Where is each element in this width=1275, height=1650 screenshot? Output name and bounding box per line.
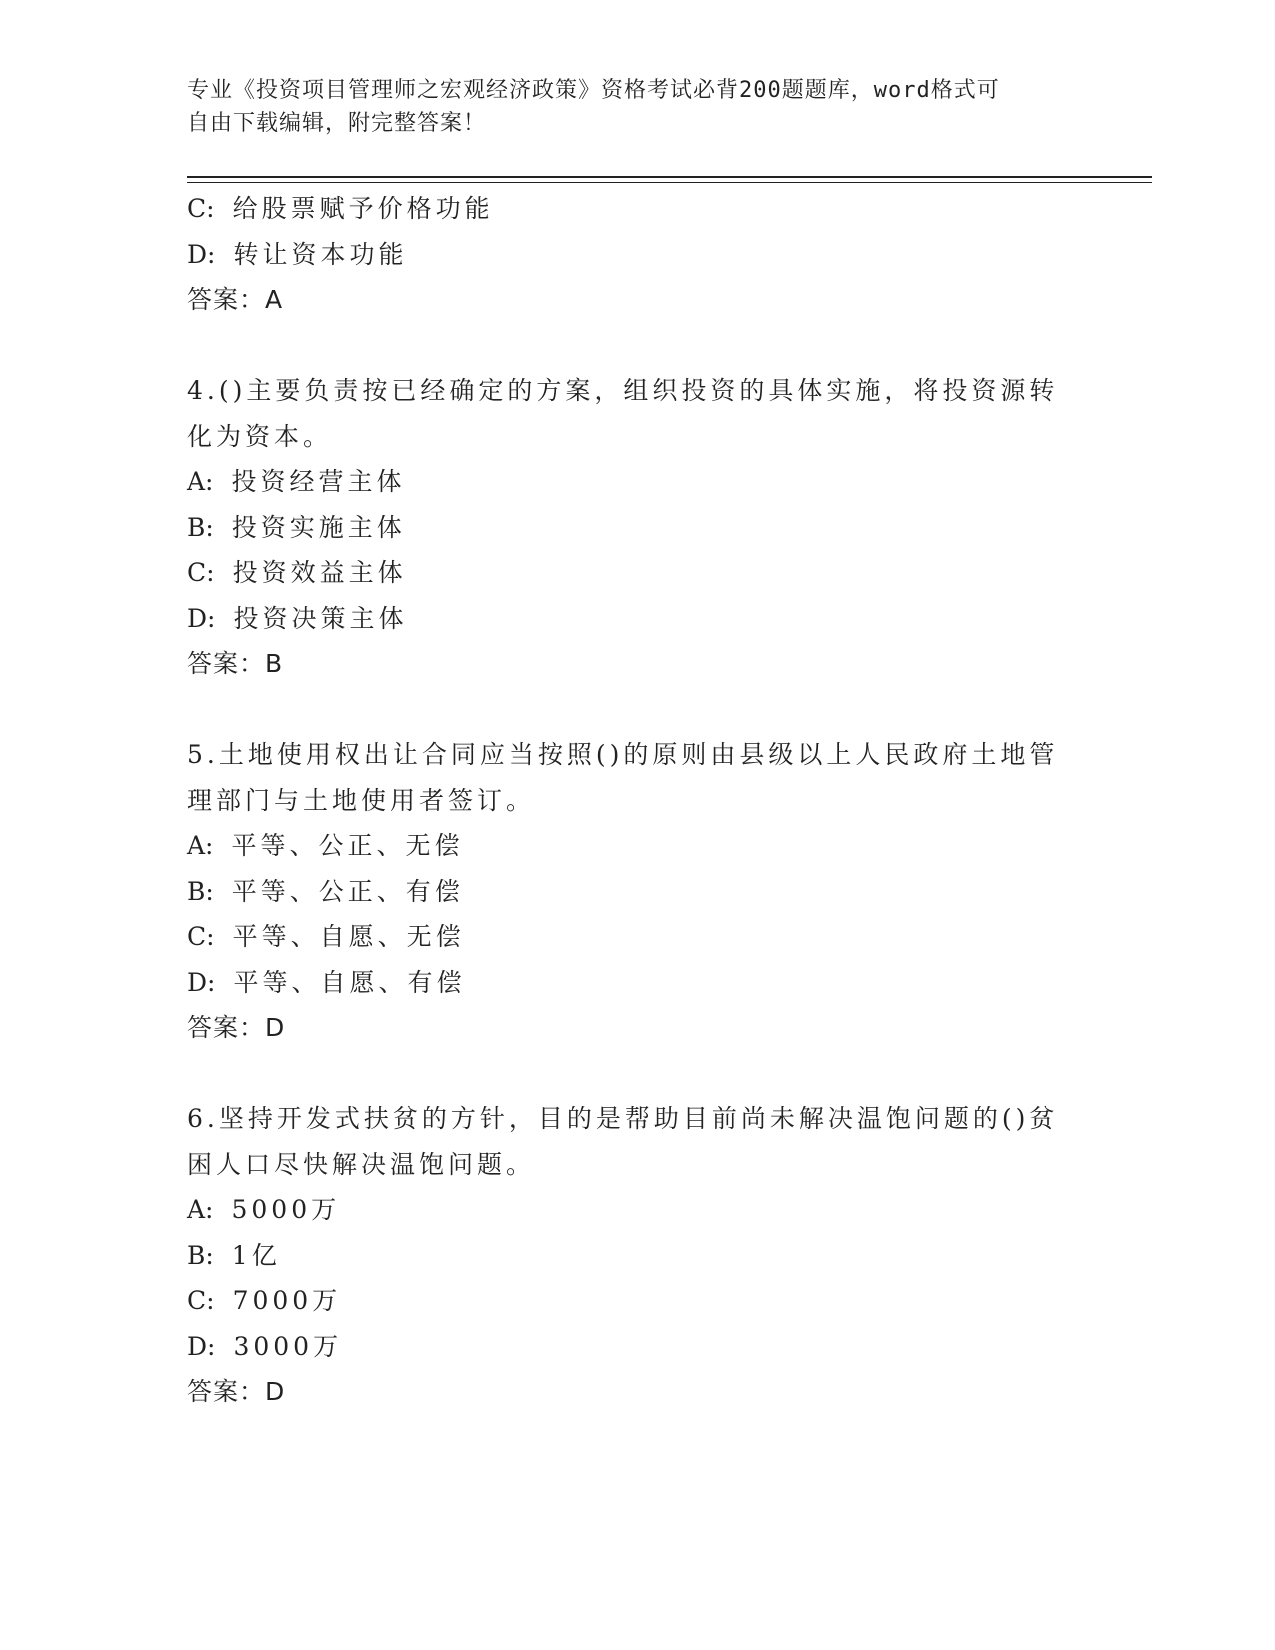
option-text: 投资效益主体 bbox=[232, 558, 407, 587]
option-c bbox=[187, 1278, 1087, 1324]
question-stem-line-2: 困人口尽快解决温饱问题。 bbox=[187, 1149, 536, 1179]
option-key: B: bbox=[187, 512, 214, 542]
spacer bbox=[187, 323, 1087, 369]
option-key: D: bbox=[187, 239, 216, 269]
header-title-line-1: 专业《投资项目管理师之宏观经济政策》资格考试必背200题题库，word格式可 bbox=[187, 78, 1000, 103]
question-list bbox=[187, 186, 1087, 1415]
header-divider-thick bbox=[187, 176, 1152, 178]
option-text: 平等、自愿、有偿 bbox=[233, 967, 466, 997]
option-key: B: bbox=[187, 1240, 214, 1270]
option-text: 转让资本功能 bbox=[233, 239, 408, 269]
header-divider-thin bbox=[187, 182, 1152, 183]
option-d bbox=[187, 596, 1087, 642]
option-text: 平等、公正、有偿 bbox=[231, 876, 464, 906]
option-text: 7000万 bbox=[232, 1286, 342, 1315]
question-3-continued bbox=[187, 186, 1087, 323]
spacer bbox=[187, 1051, 1087, 1097]
option-key: D: bbox=[187, 1331, 216, 1361]
option-key: C: bbox=[187, 922, 215, 951]
option-text: 投资决策主体 bbox=[233, 603, 408, 633]
question-4 bbox=[187, 368, 1087, 687]
option-key: D: bbox=[187, 967, 216, 997]
question-stem-line-1: 6.坚持开发式扶贫的方针，目的是帮助目前尚未解决温饱问题的()贫 bbox=[187, 1104, 1059, 1133]
option-text: 5000万 bbox=[231, 1195, 341, 1224]
option-b bbox=[187, 869, 1087, 915]
option-a bbox=[187, 1187, 1087, 1233]
question-stem-line-1: 5.土地使用权出让合同应当按照()的原则由县级以上人民政府土地管 bbox=[187, 740, 1059, 769]
option-b bbox=[187, 505, 1087, 551]
answer-line: 答案：B bbox=[187, 649, 284, 678]
option-key: B: bbox=[187, 876, 214, 906]
option-key: C: bbox=[187, 1286, 215, 1315]
question-5 bbox=[187, 732, 1087, 1051]
option-c bbox=[187, 186, 1087, 232]
answer-line: 答案：D bbox=[187, 1013, 286, 1042]
question-6 bbox=[187, 1096, 1087, 1415]
document-header bbox=[187, 74, 1067, 140]
header-title-line-2: 自由下载编辑，附完整答案！ bbox=[187, 111, 487, 136]
option-c bbox=[187, 914, 1087, 960]
answer-line: 答案：D bbox=[187, 1377, 286, 1406]
option-text: 投资经营主体 bbox=[231, 467, 406, 496]
option-a bbox=[187, 459, 1087, 505]
option-text: 3000万 bbox=[233, 1331, 343, 1361]
question-stem-line-1: 4.()主要负责按已经确定的方案，组织投资的具体实施，将投资源转 bbox=[187, 376, 1059, 405]
question-stem-line-2: 化为资本。 bbox=[187, 421, 333, 451]
option-text: 投资实施主体 bbox=[231, 512, 406, 542]
option-key: C: bbox=[187, 194, 215, 223]
option-text: 1亿 bbox=[231, 1240, 281, 1270]
option-text: 给股票赋予价格功能 bbox=[232, 194, 494, 223]
option-key: A: bbox=[187, 831, 214, 860]
option-d bbox=[187, 232, 1087, 278]
option-d bbox=[187, 960, 1087, 1006]
option-key: A: bbox=[187, 1195, 214, 1224]
option-key: A: bbox=[187, 467, 214, 496]
option-key: C: bbox=[187, 558, 215, 587]
spacer bbox=[187, 687, 1087, 733]
question-stem-line-2: 理部门与土地使用者签订。 bbox=[187, 785, 536, 815]
option-key: D: bbox=[187, 603, 216, 633]
answer-line: 答案：A bbox=[187, 285, 284, 314]
option-a bbox=[187, 823, 1087, 869]
option-text: 平等、公正、无偿 bbox=[231, 831, 464, 860]
option-c bbox=[187, 550, 1087, 596]
option-d bbox=[187, 1324, 1087, 1370]
option-b bbox=[187, 1233, 1087, 1279]
option-text: 平等、自愿、无偿 bbox=[232, 922, 465, 951]
